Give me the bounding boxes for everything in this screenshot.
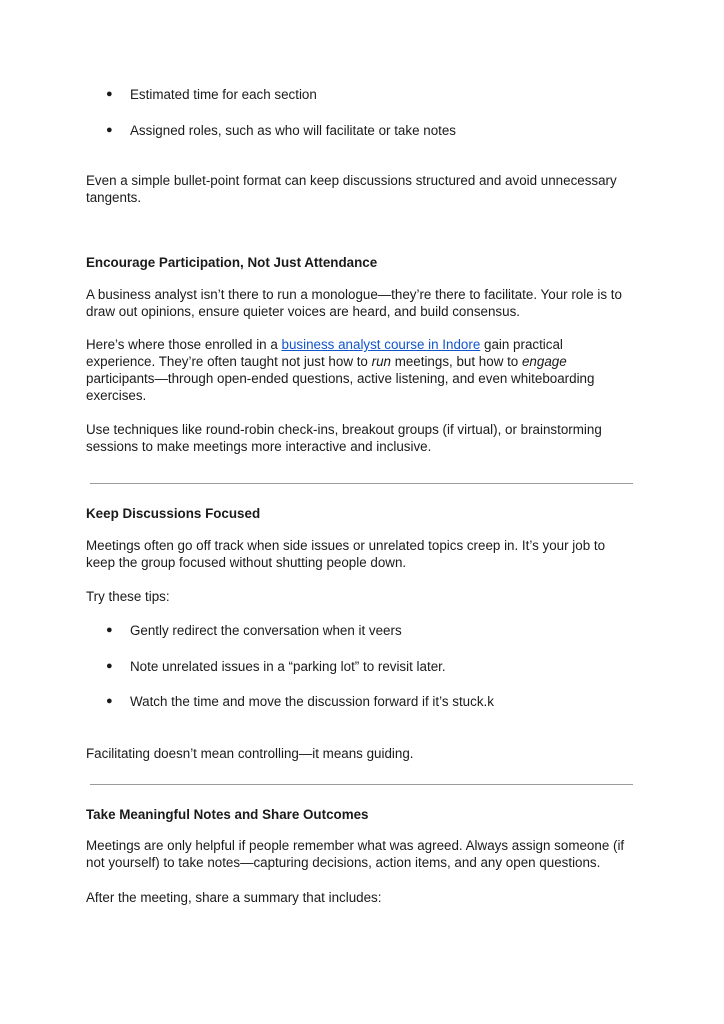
course-link[interactable]: business analyst course in Indore bbox=[281, 337, 481, 352]
bullet-icon: ● bbox=[106, 695, 113, 707]
section-heading-focused: Keep Discussions Focused bbox=[86, 506, 261, 521]
notes-paragraph-1: Meetings are only helpful if people remember what was agreed. Always assign someone (if not yourself) to take notes—capturing decisions, action items, and any open questions. bbox=[86, 838, 625, 870]
section-heading-participation: Encourage Participation, Not Just Attendance bbox=[86, 255, 378, 270]
text-run: participants—through open-ended questions, active listening, and even whiteboarding exercises. bbox=[86, 371, 595, 403]
text-run: gain practical experience. They’re often taught not just how to bbox=[86, 337, 563, 369]
list-item-text: Note unrelated issues in a “parking lot” to revisit later. bbox=[130, 659, 446, 674]
list-item-text: Gently redirect the conversation when it veers bbox=[130, 623, 402, 638]
focused-paragraph-1: Meetings often go off track when side issues or unrelated topics creep in. It’s your job to keep the group focused without shutting people down. bbox=[86, 538, 606, 570]
tips-intro: Try these tips: bbox=[86, 589, 170, 604]
participation-paragraph-3: Use techniques like round-robin check-ins, breakout groups (if virtual), or brainstorming sessions to make meetings more interactive and inclusive. bbox=[86, 422, 602, 454]
emphasis-engage: engage bbox=[521, 354, 567, 369]
intro-closing-paragraph: Even a simple bullet-point format can keep discussions structured and avoid unnecessary tangents. bbox=[86, 173, 617, 205]
section-divider bbox=[90, 784, 633, 785]
list-item-text: Watch the time and move the discussion forward if it’s stuck.k bbox=[130, 694, 494, 709]
bullet-icon: ● bbox=[106, 88, 113, 100]
section-heading-notes: Take Meaningful Notes and Share Outcomes bbox=[86, 807, 369, 822]
bullet-icon: ● bbox=[106, 624, 113, 636]
emphasis-run: run bbox=[371, 354, 391, 369]
focused-closing: Facilitating doesn’t mean controlling—it means guiding. bbox=[86, 746, 414, 761]
text-run: meetings, but how to bbox=[390, 354, 522, 369]
section-divider bbox=[90, 483, 633, 484]
text-run: Here’s where those enrolled in a bbox=[86, 337, 282, 352]
list-item-text: Assigned roles, such as who will facilitate or take notes bbox=[130, 123, 456, 138]
participation-paragraph-1: A business analyst isn’t there to run a monologue—they’re there to facilitate. Your role is to draw out opinions, ensure quieter voices are heard, and build consensus. bbox=[86, 287, 622, 319]
bullet-icon: ● bbox=[106, 660, 113, 672]
notes-paragraph-2: After the meeting, share a summary that includes: bbox=[86, 890, 382, 905]
participation-paragraph-2 bbox=[86, 336, 606, 404]
list-item-text: Estimated time for each section bbox=[130, 87, 317, 102]
bullet-icon: ● bbox=[106, 124, 113, 136]
